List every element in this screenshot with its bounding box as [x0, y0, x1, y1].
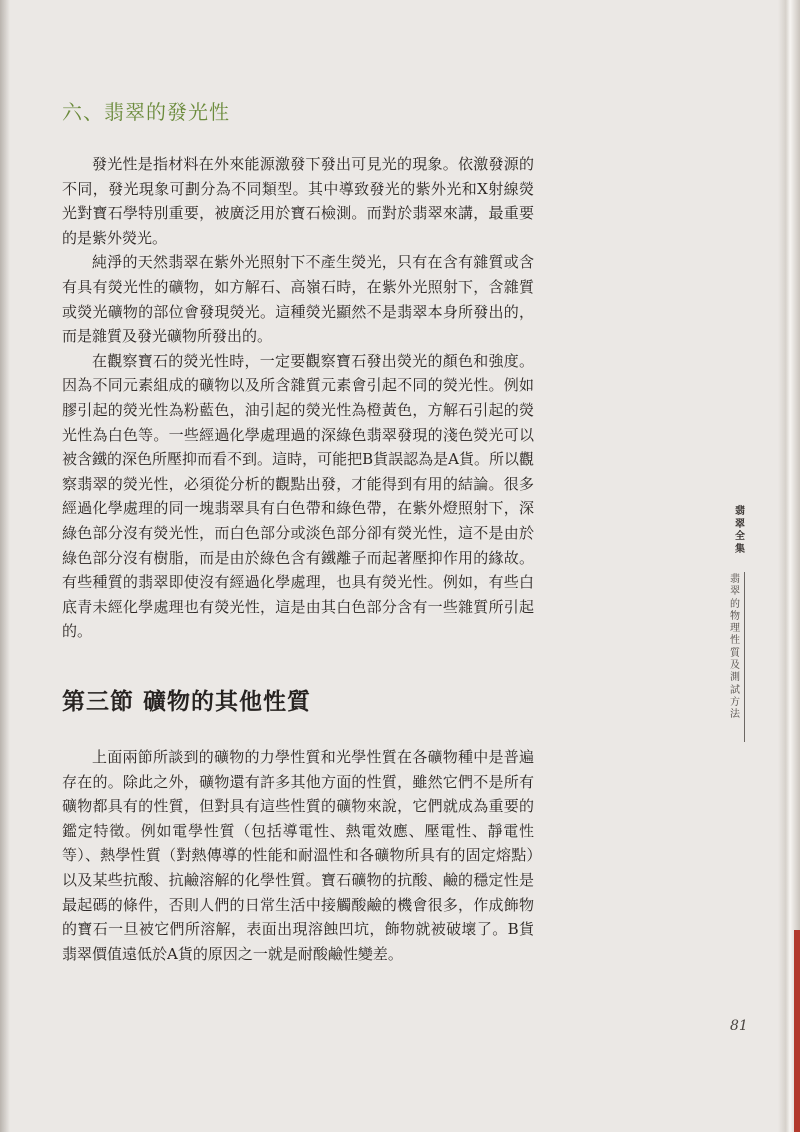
running-subtitle-char: 試	[730, 684, 740, 696]
running-book-title	[732, 506, 748, 556]
running-chapter-title	[727, 574, 743, 722]
page-number: 81	[730, 1018, 748, 1034]
paragraph: 上面兩節所談到的礦物的力學性質和光學性質在各礦物種中是普遍存在的。除此之外，礦物還有許多其他方面的性質，雖然它們不是所有礦物都具有的性質，但對具有這些性質的礦物來說，它們就成為重要的鑑定特徵。例如電學性質（包括導電性、熱電效應、壓電性、靜電性等）、熱學性質（對熱傳導的性能和耐溫性和各礦物所具有的固定熔點）以及某些抗酸、抗鹼溶解的化學性質。寶石礦物的抗酸、鹼的穩定性是最起碼的條件，否則人們的日常生活中接觸酸鹼的機會很多，作成飾物的寶石一旦被它們所溶解，表面出現溶蝕凹坑，飾物就被破壞了。B貨翡翠價值遠低於A貨的原因之一就是耐酸鹼性變差。	[62, 748, 534, 963]
running-subtitle-char: 質	[730, 647, 740, 659]
running-title-char: 集	[735, 543, 745, 555]
running-title-char: 翡	[735, 506, 745, 517]
running-subtitle-char: 法	[730, 709, 740, 721]
chapter-heading: 第三節 礦物的其他性質	[62, 688, 312, 715]
running-title-char: 翠	[735, 518, 745, 530]
paragraph: 發光性是指材料在外來能源激發下發出可見光的現象。依激發源的不同，發光現象可劃分為不同類型。其中導致發光的紫外光和X射線熒光對寶石學特別重要，被廣泛用於寶石檢測。而對於翡翠來講，最重要的是紫外熒光。	[62, 155, 534, 247]
running-subtitle-char: 方	[730, 696, 740, 708]
running-subtitle-char: 性	[730, 635, 740, 647]
running-subtitle-char: 理	[730, 623, 740, 635]
paragraph: 純淨的天然翡翠在紫外光照射下不產生熒光，只有在含有雜質或含有具有熒光性的礦物，如方解石、高嶺石時，在紫外光照射下，含雜質或熒光礦物的部位會發現熒光。這種熒光顯然不是翡翠本身所發出的，而是雜質及發光礦物所發出的。	[62, 253, 534, 346]
section-heading: 六、翡翠的發光性	[62, 100, 230, 124]
running-subtitle-char: 測	[730, 672, 740, 684]
body-text-block-1	[62, 152, 534, 644]
running-subtitle-char: 及	[730, 660, 740, 672]
body-text-block-2	[62, 745, 534, 966]
running-header-divider	[744, 572, 745, 742]
paragraph: 在觀察寶石的熒光性時，一定要觀察寶石發出熒光的顏色和強度。因為不同元素組成的礦物以及所含雜質元素會引起不同的熒光性。例如膠引起的熒光性為粉藍色，油引起的熒光性為橙黃色，方解石引起的熒光性為白色等。一些經過化學處理過的深綠色翡翠發現的淺色熒光可以被含鐵的深色所壓抑而看不到。這時，可能把B貨誤認為是A貨。所以觀察翡翠的熒光性，必須從分析的觀點出發，才能得到有用的結論。很多經過化學處理的同一塊翡翠具有白色帶和綠色帶，在紫外燈照射下，深綠色部分沒有熒光性，而白色部分或淡色部分卻有熒光性，這不是由於綠色部分沒有樹脂，而是由於綠色含有鐵離子而起著壓抑作用的緣故。有些種質的翡翠即使沒有經過化學處理，也具有熒光性。例如，有些白底青未經化學處理也有熒光性，這是由其白色部分含有一些雜質所引起的。	[62, 351, 534, 641]
book-cover-edge	[794, 930, 800, 1132]
running-subtitle-char: 物	[730, 610, 740, 622]
page-gutter-shadow	[0, 0, 10, 1132]
running-subtitle-char: 翠	[730, 586, 740, 598]
running-subtitle-char: 翡	[730, 574, 740, 585]
running-title-char: 全	[735, 531, 745, 543]
running-subtitle-char: 的	[730, 598, 740, 610]
